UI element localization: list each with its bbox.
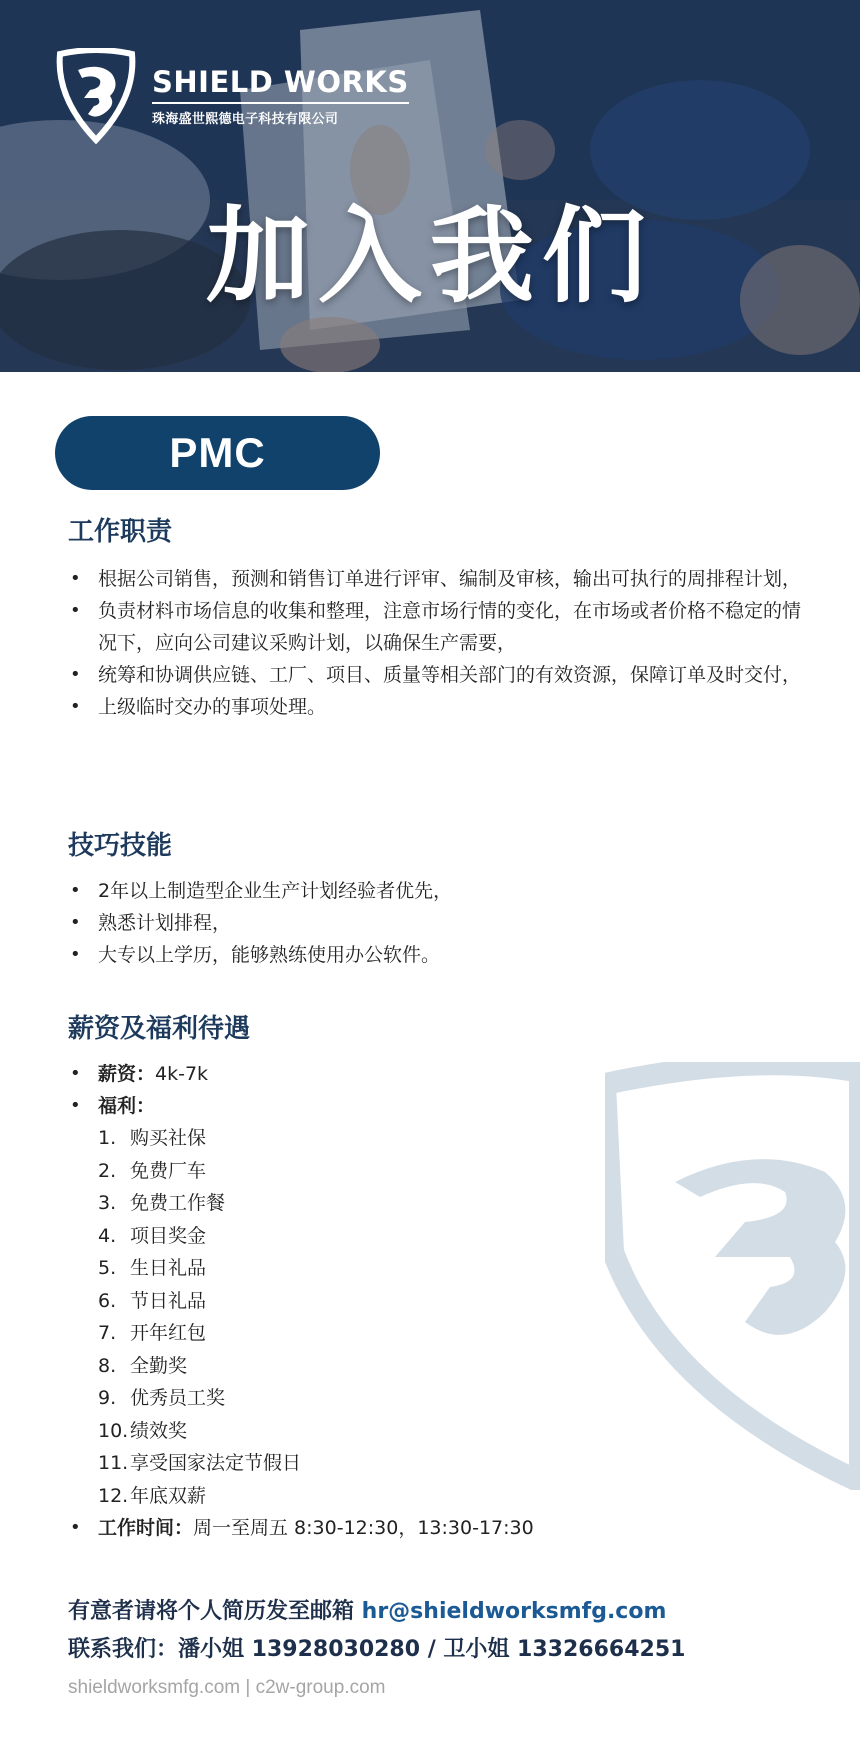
salary-value: 4k-7k — [155, 1063, 209, 1085]
skills-list — [68, 875, 808, 971]
perk-text: 享受国家法定节假日 — [130, 1452, 302, 1474]
benefits-list — [68, 1058, 808, 1122]
perks-label: 福利： — [98, 1095, 156, 1117]
hours-item — [68, 1512, 808, 1544]
perk-item — [68, 1447, 808, 1480]
perk-text: 全勤奖 — [130, 1354, 188, 1377]
perk-number: 2. — [98, 1159, 117, 1182]
footer-websites[interactable]: shieldworksmfg.com | c2w-group.com — [68, 1677, 386, 1698]
perk-item — [68, 1285, 808, 1318]
perk-text: 开年红包 — [130, 1322, 207, 1344]
perk-text: 购买社保 — [130, 1127, 207, 1149]
perk-text: 生日礼品 — [130, 1257, 207, 1279]
perk-number: 3. — [98, 1192, 117, 1214]
perk-number: 5. — [98, 1257, 117, 1279]
perk-number: 10. — [98, 1419, 129, 1442]
perk-text: 节日礼品 — [130, 1289, 207, 1312]
perk-item — [68, 1317, 808, 1350]
hours-value: 周一至周五 8:30-12:30，13:30-17:30 — [193, 1517, 534, 1539]
perk-item — [68, 1252, 808, 1285]
brand-name: SHIELD WORKS — [152, 65, 409, 104]
duties-heading: 工作职责 — [68, 517, 173, 547]
apply-line — [68, 1593, 828, 1631]
perk-number: 4. — [98, 1224, 117, 1247]
hero-title: 加入我们 — [205, 194, 654, 317]
perk-item — [68, 1480, 808, 1513]
salary-label: 薪资： — [98, 1063, 156, 1085]
perk-item — [68, 1415, 808, 1448]
skills-heading: 技巧技能 — [68, 831, 173, 861]
perk-number: 12. — [98, 1484, 129, 1507]
perk-text: 项目奖金 — [130, 1224, 207, 1247]
perk-number: 7. — [98, 1322, 117, 1344]
perk-number: 1. — [98, 1127, 117, 1149]
brand-logo — [54, 48, 409, 144]
perk-item — [68, 1382, 808, 1415]
perk-text: 免费厂车 — [130, 1159, 207, 1182]
perk-text: 免费工作餐 — [130, 1192, 226, 1214]
hours-label: 工作时间： — [98, 1517, 194, 1539]
perk-item — [68, 1220, 808, 1253]
perk-text: 绩效奖 — [130, 1419, 188, 1442]
benefits-heading: 薪资及福利待遇 — [68, 1014, 251, 1044]
brand-company-cn: 珠海盛世熙德电子科技有限公司 — [152, 112, 339, 127]
perks-item — [68, 1090, 808, 1122]
duties-section — [68, 515, 808, 723]
perk-number: 8. — [98, 1354, 117, 1377]
perk-text: 优秀员工奖 — [130, 1387, 226, 1409]
perk-text: 年底双薪 — [130, 1484, 207, 1507]
perk-number: 6. — [98, 1289, 117, 1312]
list-item: • 上级临时交办的事项处理。 — [68, 691, 808, 723]
shield-lion-icon — [54, 48, 138, 144]
hero-banner — [0, 0, 860, 372]
perk-item — [68, 1350, 808, 1383]
salary-item — [68, 1058, 808, 1090]
list-item: • 熟悉计划排程， — [68, 907, 808, 939]
apply-text: 有意者请将个人简历发至邮箱 — [68, 1599, 362, 1624]
list-item: • 2年以上制造型企业生产计划经验者优先， — [68, 875, 808, 907]
benefits-section — [68, 1012, 808, 1544]
skills-section — [68, 829, 808, 971]
perks-list — [68, 1122, 808, 1512]
perk-item — [68, 1122, 808, 1155]
email-link[interactable]: hr@shieldworksmfg.com — [361, 1599, 667, 1624]
contact-block — [68, 1593, 828, 1669]
hours-list — [68, 1512, 808, 1544]
perk-number: 11. — [98, 1452, 129, 1474]
perk-item — [68, 1187, 808, 1220]
job-title-pill: PMC — [55, 416, 380, 490]
list-item: • 负责材料市场信息的收集和整理，注意市场行情的变化，在市场或者价格不稳定的情况下，应向公司建议采购计划，以确保生产需要， — [68, 595, 808, 659]
list-item: • 根据公司销售，预测和销售订单进行评审、编制及审核，输出可执行的周排程计划， — [68, 563, 808, 595]
perk-item — [68, 1155, 808, 1188]
list-item: • 大专以上学历，能够熟练使用办公软件。 — [68, 939, 808, 971]
list-item: • 统筹和协调供应链、工厂、项目、质量等相关部门的有效资源，保障订单及时交付， — [68, 659, 808, 691]
duties-list — [68, 563, 808, 723]
perk-number: 9. — [98, 1387, 117, 1409]
contact-line: 联系我们：潘小姐 13928030280 / 卫小姐 13326664251 — [68, 1637, 686, 1662]
